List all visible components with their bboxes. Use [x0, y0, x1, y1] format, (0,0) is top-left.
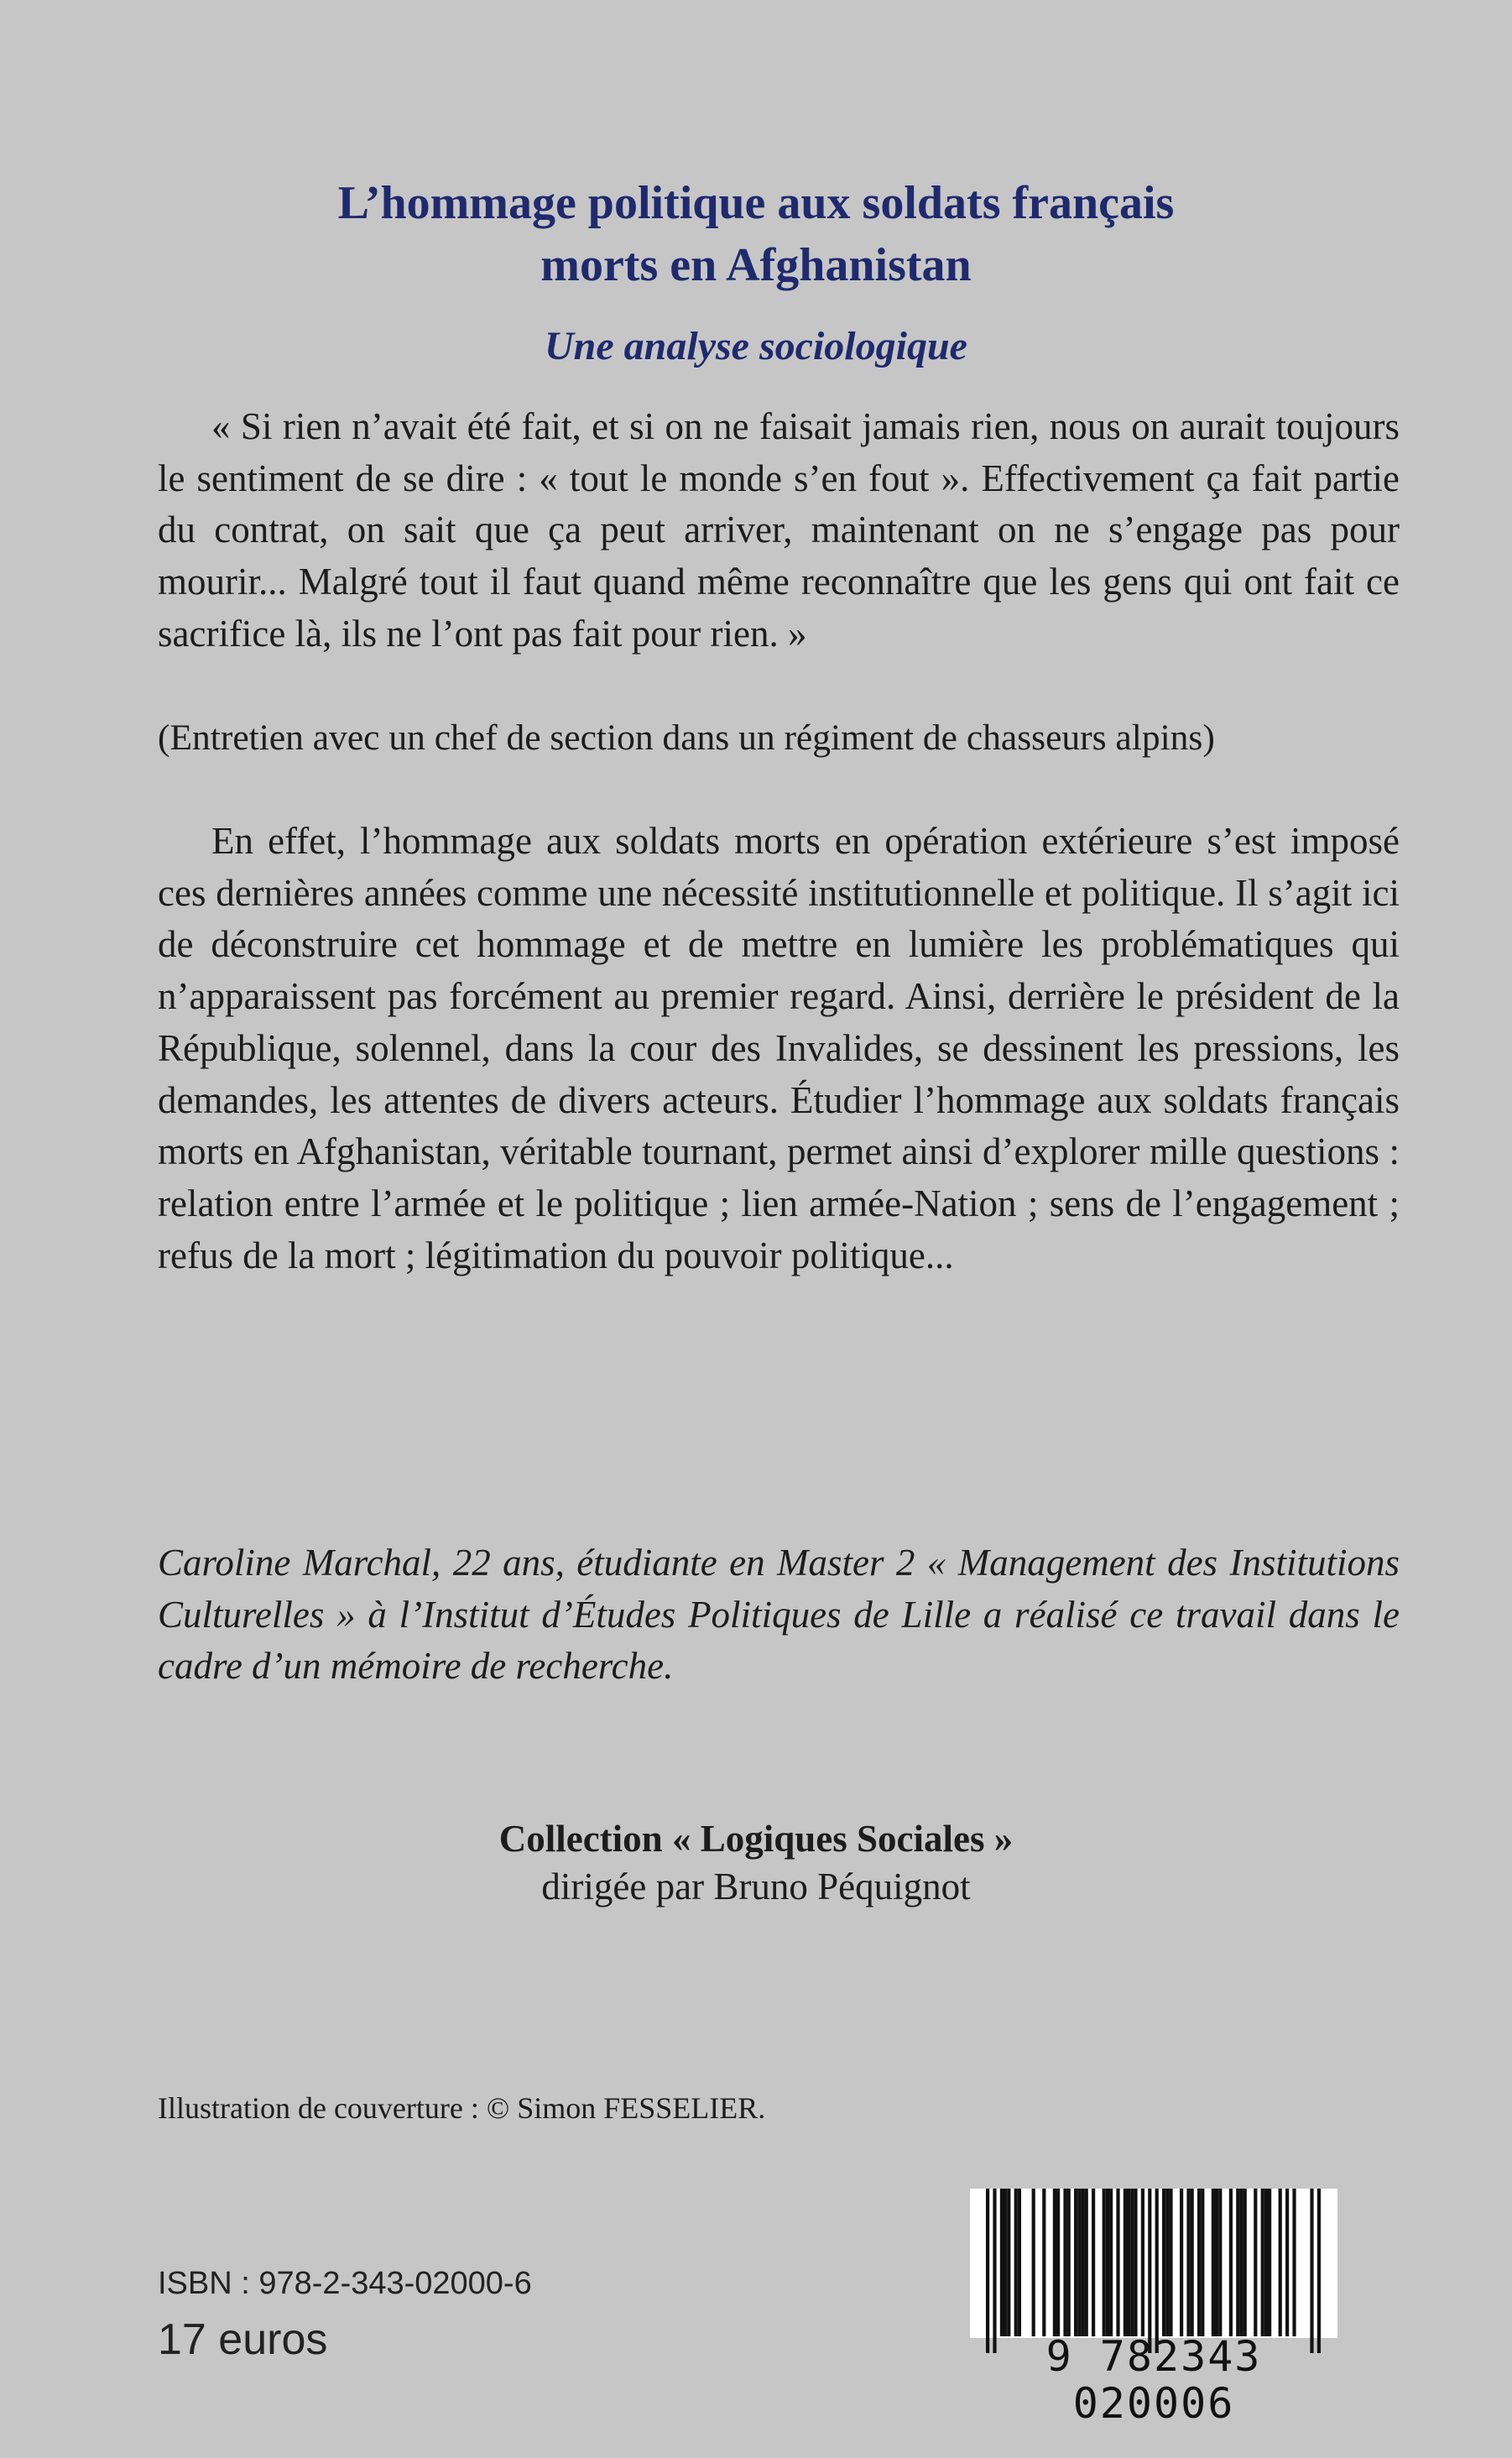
barcode-bar	[1018, 2189, 1021, 2336]
barcode-bar	[1067, 2189, 1071, 2336]
barcode-bar	[1317, 2189, 1321, 2353]
barcode-bar	[1229, 2189, 1233, 2336]
book-subtitle: Une analyse sociologique	[545, 324, 967, 368]
barcode-bar	[1201, 2189, 1204, 2336]
barcode-bar	[1116, 2189, 1119, 2336]
barcode-bar	[1155, 2189, 1159, 2353]
interview-quote: « Si rien n’avait été fait, et si on ne faisait jamais rien, nous on aurait toujours le sentiment de se dire : « tout le monde s’en fout ». Effectivement ça fait partie du contrat, on sait que ça peut arriver, maintenant on ne s’engage pas pour mourir... Malgré tout il faut quand même reconnaître que les gens qui ont fait ce sacrifice là, ils ne l’ont pas fait pour rien. »	[158, 405, 1400, 655]
barcode-bar	[1127, 2189, 1130, 2336]
barcode-bar	[1285, 2189, 1289, 2336]
barcode-bar	[1000, 2189, 1004, 2336]
quote-source: (Entretien avec un chef de section dans un régiment de chasseurs alpins)	[158, 718, 1215, 758]
barcode-bar	[1074, 2189, 1077, 2336]
collection-name: Collection « Logiques Sociales »	[498, 1818, 1014, 1860]
barcode-bar	[1032, 2189, 1035, 2336]
barcode-bar	[1007, 2189, 1010, 2336]
barcode-bar	[1092, 2189, 1095, 2336]
barcode-bar	[1004, 2189, 1007, 2336]
barcode-bar	[1186, 2189, 1190, 2336]
author-bio: Caroline Marchal, 22 ans, étudiante en Master 2 « Management des Institutions Culturelles » à l’Institut d’Études Politiques de Lille a réalisé ce travail dans le cadre d’un mémoire de recherche.	[158, 1542, 1400, 1687]
barcode-bar	[1180, 2189, 1183, 2336]
barcode-bar	[1191, 2189, 1194, 2336]
barcode-bar	[1292, 2189, 1296, 2336]
book-title-line-2: morts en Afghanistan	[540, 239, 972, 291]
barcode-bar	[993, 2189, 996, 2353]
price-text: 17 euros	[158, 2315, 328, 2364]
barcode-bar	[1261, 2189, 1264, 2336]
barcode-bar	[1254, 2189, 1257, 2336]
barcode-bar	[1236, 2189, 1239, 2336]
barcode-bar	[1169, 2189, 1172, 2336]
summary-paragraph: En effet, l’hommage aux soldats morts en opération extérieure s’est imposé ces dernières années comme une nécessité institutionnelle et politique. Il s’agit ici de déconstruire cet hommage et de mettre en lumière les problématiques qui n’apparaissent pas forcément au premier regard. Ainsi, derrière le président de la République, solennel, dans la cour des Invalides, se dessinent les pressions, les demandes, les attentes de divers acteurs. Étudier l’hommage aux soldats français morts en Afghanistan, véritable tournant, permet ainsi d’explorer mille questions : relation entre l’armée et le politique ; lien armée-Nation ; sens de l’engagement ; refus de la mort ; légitimation du pouvoir politique...	[158, 820, 1400, 1276]
barcode-bar	[1165, 2189, 1169, 2336]
isbn-text: ISBN : 978-2-343-02000-6	[158, 2266, 532, 2301]
barcode-bar	[1243, 2189, 1247, 2336]
barcode-bar	[1106, 2189, 1109, 2336]
barcode-bar	[1014, 2189, 1018, 2336]
collection-director: dirigée par Bruno Péquignot	[541, 1866, 971, 1907]
barcode-bar	[986, 2189, 989, 2353]
barcode-bar	[1085, 2189, 1088, 2336]
barcode-bar	[1053, 2189, 1056, 2336]
barcode-bar	[1077, 2189, 1081, 2336]
barcode-bar	[1134, 2189, 1137, 2336]
barcode-bar	[1215, 2189, 1218, 2336]
barcode-bar	[1042, 2189, 1045, 2336]
barcode-background	[970, 2189, 1337, 2338]
barcode-bar	[1056, 2189, 1060, 2336]
barcode-bar	[1081, 2189, 1084, 2336]
barcode-bar	[1212, 2189, 1215, 2336]
barcode-bar	[1268, 2189, 1271, 2336]
barcode-bar	[1264, 2189, 1268, 2336]
barcode-bar	[1239, 2189, 1243, 2336]
barcode-bar	[1218, 2189, 1222, 2336]
barcode-digits: 9 782343 020006	[1045, 2332, 1262, 2428]
barcode-bar	[1103, 2189, 1106, 2336]
barcode-bar	[1279, 2189, 1282, 2336]
collection-info	[151, 1815, 1361, 1911]
barcode-bar	[1141, 2189, 1144, 2336]
barcode-bar	[1109, 2189, 1113, 2336]
cover-credit: Illustration de couverture : © Simon FESSELIER.	[158, 2091, 766, 2125]
barcode-bar	[1148, 2189, 1151, 2353]
barcode-bar	[1130, 2189, 1134, 2336]
barcode-bar	[1310, 2189, 1313, 2353]
barcode-bar	[1162, 2189, 1165, 2336]
barcode-bar	[1124, 2189, 1127, 2336]
barcode	[957, 2189, 1351, 2428]
barcode-bar	[1063, 2189, 1066, 2336]
barcode-bar	[1197, 2189, 1201, 2336]
book-title-line-1: L’hommage politique aux soldats français	[337, 177, 1175, 229]
